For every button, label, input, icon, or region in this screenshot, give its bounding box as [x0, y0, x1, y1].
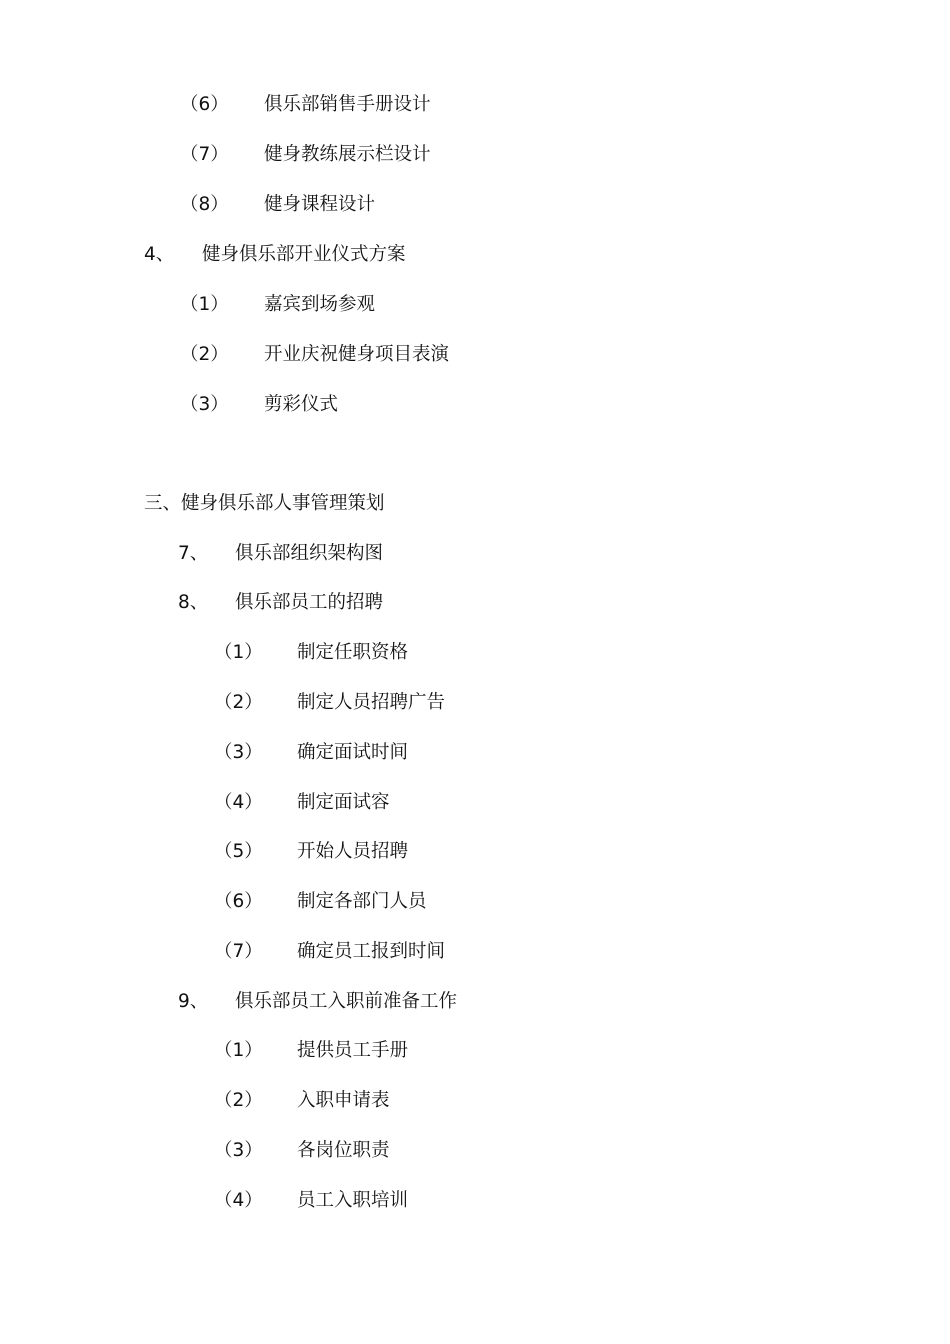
- item-text: 开始人员招聘: [297, 841, 409, 862]
- item-text: 俱乐部销售手册设计: [264, 94, 431, 115]
- item-text: 各岗位职责: [297, 1140, 390, 1161]
- item-number: 4、: [144, 244, 175, 265]
- item-number: （2）: [214, 692, 263, 713]
- item-number: （1）: [214, 1040, 263, 1061]
- item-number: （5）: [214, 841, 263, 862]
- item-number: （3）: [214, 1140, 263, 1161]
- item-number: （8）: [180, 194, 229, 215]
- item-text: 俱乐部组织架构图: [235, 543, 384, 564]
- item-number: （4）: [214, 1190, 263, 1211]
- item-number: （6）: [214, 891, 263, 912]
- item-number: （4）: [214, 792, 263, 813]
- item-text: 剪彩仪式: [264, 394, 339, 415]
- item-number: （2）: [180, 344, 229, 365]
- item-text: 健身教练展示栏设计: [264, 144, 431, 165]
- item-text: 嘉宾到场参观: [264, 294, 376, 315]
- item-number: （7）: [214, 941, 263, 962]
- item-text: 制定任职资格: [297, 642, 409, 663]
- item-text: 提供员工手册: [297, 1040, 409, 1061]
- item-number: （3）: [180, 394, 229, 415]
- item-text: 入职申请表: [297, 1090, 390, 1111]
- item-number: （1）: [214, 642, 263, 663]
- section-title: 三、健身俱乐部人事管理策划: [144, 493, 385, 514]
- item-text: 俱乐部员工入职前准备工作: [235, 991, 458, 1012]
- item-number: （3）: [214, 742, 263, 763]
- item-text: 健身俱乐部开业仪式方案: [202, 244, 406, 265]
- item-text: 制定人员招聘广告: [297, 692, 446, 713]
- item-text: 确定员工报到时间: [297, 941, 446, 962]
- item-number: （1）: [180, 294, 229, 315]
- item-text: 确定面试时间: [297, 742, 409, 763]
- item-number: 7、: [178, 543, 209, 564]
- item-number: （7）: [180, 144, 229, 165]
- item-text: 俱乐部员工的招聘: [235, 592, 384, 613]
- item-text: 健身课程设计: [264, 194, 376, 215]
- item-number: （6）: [180, 94, 229, 115]
- item-number: 8、: [178, 592, 209, 613]
- item-text: 制定面试容: [297, 792, 390, 813]
- item-text: 员工入职培训: [297, 1190, 409, 1211]
- item-text: 制定各部门人员: [297, 891, 427, 912]
- item-number: （2）: [214, 1090, 263, 1111]
- item-text: 开业庆祝健身项目表演: [264, 344, 450, 365]
- item-number: 9、: [178, 991, 209, 1012]
